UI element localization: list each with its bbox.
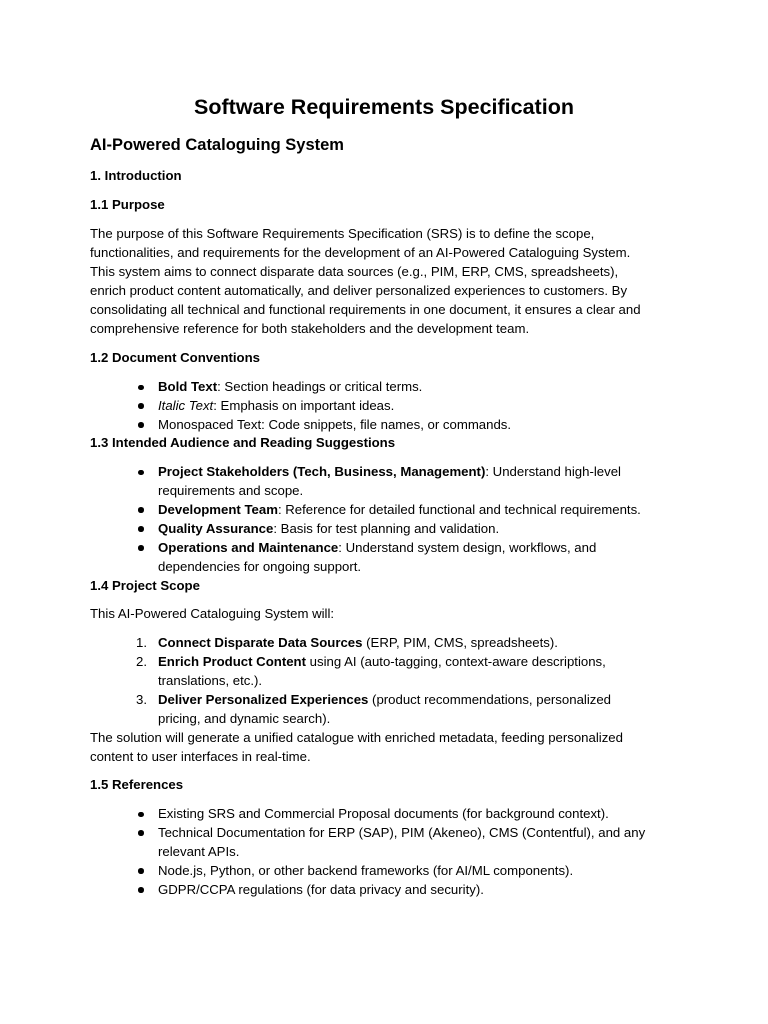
scope-desc-continued: pricing, and dynamic search). (158, 710, 331, 726)
list-item (90, 805, 680, 824)
bullet-icon (138, 545, 144, 551)
list-item (90, 824, 680, 862)
bullet-icon (138, 868, 144, 874)
section-heading-introduction: 1. Introduction (90, 168, 182, 183)
purpose-line: enrich product content automatically, and deliver personalized experiences to customers. By (90, 282, 628, 298)
list-number: 3. (136, 691, 147, 707)
reference-text: GDPR/CCPA regulations (for data privacy and security). (158, 881, 484, 897)
convention-desc: : Emphasis on important ideas. (213, 397, 395, 413)
list-item (90, 691, 680, 729)
scope-outro-line: content to user interfaces in real-time. (90, 748, 311, 764)
purpose-line: comprehensive reference for both stakeholders and the development team. (90, 320, 530, 336)
purpose-paragraph (90, 225, 680, 338)
audience-desc: : Understand high-level (485, 464, 621, 479)
audience-desc: : Basis for test planning and validation. (273, 520, 500, 536)
scope-outro (90, 729, 680, 767)
audience-term: Development Team (158, 501, 278, 517)
scope-desc: (product recommendations, personalized (368, 691, 612, 707)
references-list (90, 805, 680, 900)
bullet-icon (138, 507, 144, 513)
document-subtitle: AI-Powered Cataloguing System (90, 136, 344, 154)
purpose-line: functionalities, and requirements for the development of an AI-Powered Cataloguing System. (90, 244, 631, 260)
list-item (90, 378, 680, 397)
audience-desc: : Understand system design, workflows, and (338, 539, 597, 555)
section-heading-audience: 1.3 Intended Audience and Reading Suggestions (90, 435, 396, 450)
list-item (90, 653, 680, 691)
list-item (90, 463, 680, 501)
list-item (90, 416, 680, 435)
scope-list (90, 634, 680, 729)
scope-intro: This AI-Powered Cataloguing System will: (90, 606, 335, 621)
audience-term: Project Stakeholders (Tech, Business, Management) (158, 464, 486, 479)
convention-term: Italic Text (158, 397, 214, 413)
bullet-icon (138, 422, 144, 428)
list-item (90, 862, 680, 881)
convention-term: Bold Text (158, 379, 218, 394)
document-title: Software Requirements Specification (194, 95, 574, 119)
scope-term: Deliver Personalized Experiences (158, 691, 369, 707)
conventions-list (90, 378, 680, 435)
section-heading-scope: 1.4 Project Scope (90, 578, 200, 593)
audience-list (90, 463, 680, 576)
scope-desc-continued: translations, etc.). (158, 672, 263, 688)
scope-desc: (ERP, PIM, CMS, spreadsheets). (362, 635, 558, 650)
bullet-icon (138, 403, 144, 409)
bullet-icon (138, 830, 144, 836)
list-item (90, 397, 680, 416)
convention-desc: : Code snippets, file names, or commands. (261, 416, 512, 432)
list-item (90, 881, 680, 900)
audience-desc: : Reference for detailed functional and technical requirements. (277, 501, 641, 517)
audience-term: Quality Assurance (158, 520, 274, 536)
list-item (90, 634, 680, 653)
purpose-line: This system aims to connect disparate data sources (e.g., PIM, ERP, CMS, spreadsheets), (90, 263, 619, 279)
bullet-icon (138, 385, 144, 391)
reference-text: Technical Documentation for ERP (SAP), PIM (Akeneo), CMS (Contentful), and any (158, 824, 646, 840)
scope-outro-line: The solution will generate a unified catalogue with enriched metadata, feeding personalized (90, 730, 623, 745)
section-heading-purpose: 1.1 Purpose (90, 197, 165, 212)
section-heading-conventions: 1.2 Document Conventions (90, 350, 260, 365)
bullet-icon (138, 470, 144, 476)
bullet-icon (138, 812, 144, 818)
reference-text: Existing SRS and Commercial Proposal documents (for background context). (158, 806, 609, 821)
purpose-line: consolidating all technical and functional requirements in one document, it ensures a clear and (90, 301, 641, 317)
list-number: 2. (136, 653, 147, 669)
bullet-icon (138, 526, 144, 532)
audience-desc-continued: requirements and scope. (158, 482, 304, 498)
audience-desc-continued: dependencies for ongoing support. (158, 558, 362, 574)
purpose-line: The purpose of this Software Requirements Specification (SRS) is to define the scope, (90, 226, 595, 241)
list-item (90, 520, 680, 539)
bullet-icon (138, 887, 144, 893)
reference-text: Node.js, Python, or other backend frameworks (for AI/ML components). (158, 862, 574, 878)
audience-term: Operations and Maintenance (158, 539, 339, 555)
section-heading-references: 1.5 References (90, 777, 184, 792)
reference-text-continued: relevant APIs. (158, 843, 240, 859)
list-number: 1. (136, 635, 147, 650)
list-item (90, 539, 680, 577)
convention-term: Monospaced Text (158, 416, 262, 432)
convention-desc: : Section headings or critical terms. (217, 379, 423, 394)
scope-term: Connect Disparate Data Sources (158, 635, 363, 650)
scope-term: Enrich Product Content (158, 653, 306, 669)
list-item (90, 501, 680, 520)
scope-desc: using AI (auto-tagging, context-aware descriptions, (306, 653, 606, 669)
